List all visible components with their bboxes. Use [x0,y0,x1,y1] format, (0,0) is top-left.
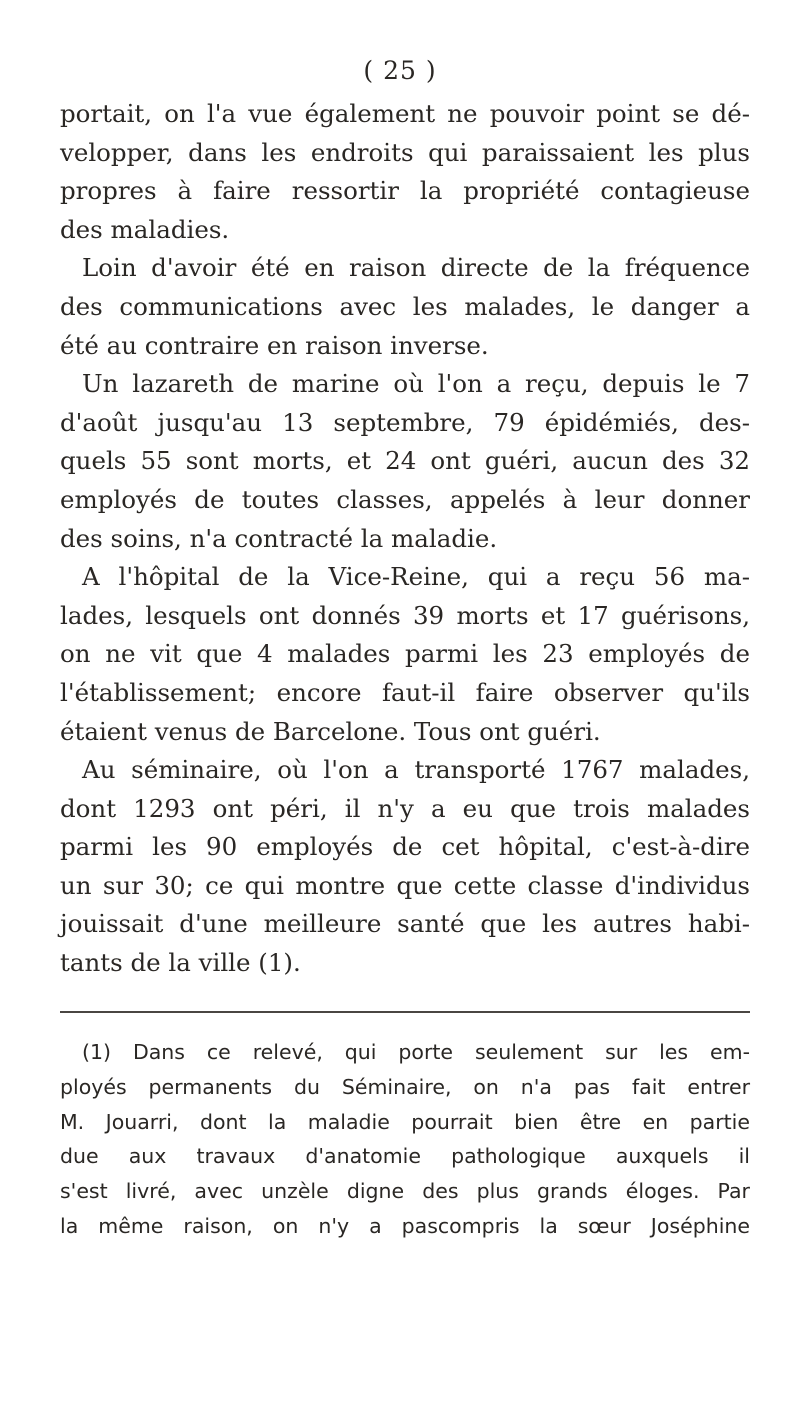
body-line: étaient venus de Barcelone. Tous ont guéri. [60,716,601,746]
body-line: été au contraire en raison inverse. [60,330,489,360]
footnote-line: la même raison, on n'y a pascompris la sœur Joséphine [60,1213,750,1238]
footnote-line: M. Jouarri, dont la maladie pourrait bien être en partie [60,1109,750,1134]
body-line: employés de toutes classes, appelés à leur donner [60,484,750,514]
body-line: des communications avec les malades, le danger a [60,291,750,321]
body-line: on ne vit que 4 malades parmi les 23 employés de [60,639,750,669]
footnote-line: (1) Dans ce relevé, qui porte seulement sur les em- [82,1040,750,1064]
footnote-separator [60,1011,750,1013]
body-line: propres à faire ressortir la propriété contagieuse [60,176,750,206]
body-line: parmi les 90 employés de cet hôpital, c'est-à-dire [60,832,750,862]
body-line: portait, on l'a vue également ne pouvoir point se dé- [60,99,750,128]
body-text [60,95,750,983]
body-line: l'établissement; encore faut-il faire observer qu'ils [60,677,750,707]
body-line: A l'hôpital de la Vice-Reine, qui a reçu 56 ma- [82,562,750,592]
footnote-line: s'est livré, avec unzèle digne des plus grands éloges. Par [60,1179,750,1204]
body-line: Un lazareth de marine où l'on a reçu, depuis le 7 [82,369,750,399]
body-line: des soins, n'a contracté la maladie. [60,523,498,553]
body-line: quels 55 sont morts, et 24 ont guéri, aucun des 32 [60,446,750,476]
body-line: Loin d'avoir été en raison directe de la fréquence [82,253,750,283]
body-line: d'août jusqu'au 13 septembre, 79 épidémiés, des- [60,407,750,437]
body-line: des maladies. [60,214,230,244]
body-line: jouissait d'une meilleure santé que les autres habi- [60,909,750,939]
body-line: tants de la ville (1). [60,948,301,978]
body-line: velopper, dans les endroits qui paraissaient les plus [60,137,750,167]
body-line: lades, lesquels ont donnés 39 morts et 17 guérisons, [60,600,750,630]
footnote-line: due aux travaux d'anatomie pathologique auxquels il [60,1144,750,1169]
body-line: un sur 30; ce qui montre que cette classe d'individus [60,870,750,900]
body-line: Au séminaire, où l'on a transporté 1767 malades, [82,755,750,785]
page-number: ( 25 ) [363,56,437,85]
footnote-line: ployés permanents du Séminaire, on n'a pas fait entrer [60,1074,750,1099]
body-line: dont 1293 ont péri, il n'y a eu que trois malades [60,793,750,823]
footnote [60,1035,750,1244]
